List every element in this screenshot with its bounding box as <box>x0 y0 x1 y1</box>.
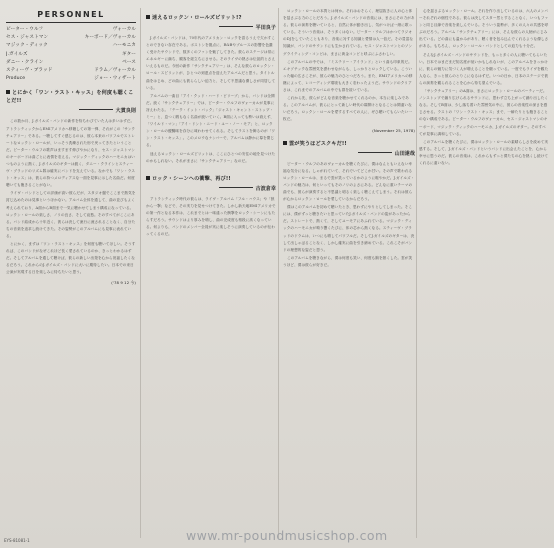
body-text: このアルバムを聴きながら、僕は何度も笑い、何度も胸を熱くした。雲が笑うほど、僕は彼らが好きだ。 <box>283 255 413 267</box>
article-byline: 古波倉幸 <box>146 185 276 193</box>
body-text: J.ガイルズ・バンドは、70年代のアメリカン・ロックを語るうえで欠かすことのできない存在である。ボストンを拠点に、R&Bやブルースの影響を色濃く受けたサウンドで、数多くのファンを魅了してきた。彼らのステージは常にエネルギーに満ち、観客を総立ちにさせる。そのライヴの熱さは伝説的とさえいえるものだ。今回の新作「サンクチュアリー」は、そんな彼らのロックン・ロール・スピリットが、ひとつの到達点を迎えたアルバムだと思う。タイトル曲をはじめ、どの曲にも彼ららしい迫力と、そして不思議な優しさが同居している。 <box>146 36 276 90</box>
article-title: ロック・シーンへの衝撃、再び!! <box>146 175 276 183</box>
column-2 <box>146 8 276 536</box>
article-byline: 平田良子 <box>146 24 276 32</box>
column-divider <box>278 8 279 538</box>
article-byline: 大貫良則 <box>6 107 136 115</box>
body-text: ピーター・ウルフのあのヴォーカルを聴くたびに、僕はなんともいえない幸福な気分になる。しゃがれていて、それでいてどこか甘い。その声で歌われるロックン・ロールは、まるで雲が笑っているかのように軽やかだ。J.ガイルズ・バンドの魅力は、何といってもそのノリのよさにある。どんなに重いテーマの曲でも、彼らが演奏すると不思議と明るく楽しく聴こえてしまう。それは彼らが心からロックン・ロールを愛しているからだろう。 <box>283 161 415 202</box>
body-text: このアルバムを聴くたびに、僕はロックン・ロールの素晴らしさを改めて実感する。そして、J.ガイルズ・バンドというバンドに出会えたことを、心から幸せに思うのだ。彼らの音楽は、これからもずっと僕たちの心を熱くし続けてくれるに違いない。 <box>419 139 549 165</box>
article-byline: 山田達哉 <box>283 150 415 158</box>
article-date: (November 25, 1978) <box>372 127 415 133</box>
article-date: ('78 9 12 今) <box>111 280 136 286</box>
column-3 <box>283 8 415 536</box>
personnel-row: マジック・ディック ハーモニカ <box>6 43 136 49</box>
personnel-row: J.ガイルズ ギター <box>6 51 136 57</box>
personnel-row: スティーヴ・ブラッド ドラム／ヴォーカル <box>6 68 136 74</box>
body-text: 僕はこのアルバムを初めて聴いたとき、思わずにやりとしてしまった。そこには、僕がずっと聴きたいと思っていたJ.ガイルズ・バンドの姿があったからだ。ストレートで、熱くて、そしてユーモアにあふれている。マジック・ディックのハーモニカが鳴り響くたびに、体の芯から熱くなる。スティーヴ・ブラッドのドラムは、いつにも増してパワフルだ。そしてJ.ガイルズのギターは、決して出しゃばることなく、しかし確実に曲を引き締めている。これこそがバンドの理想的な姿だと思う。 <box>283 205 415 252</box>
personnel-row: ピーター・ウルフ ヴォーカル <box>6 27 136 32</box>
personnel-title: PERSONNEL <box>6 8 136 23</box>
square-bullet-icon <box>146 15 150 19</box>
body-text: このアルバムの中では、「ミステリー・アイランド」という曲も印象的だ。エキゾチックな雰囲気を漂わせながらも、しっかりとロックしている。こういった幅の広さこそが、彼らの魅力のひとつだろう。また、EMIアメリカへの移籍によって、レコーディング環境も大きく変わったようだ。サウンドのクリアさは、これまでのアルバムの中でも群を抜いている。 <box>283 59 413 93</box>
square-bullet-icon <box>283 141 287 145</box>
body-text: 「サンクチュアリー」のA面は、まさにロックン・ロールのパーティーだ。ノンストップで繰り広げられるサウンドに、思わず立ち上がって踊り出したくなる。そしてB面は、少し落ち着いた雰囲気の中に、彼らの音楽性の深さを感じさせる。ラストの「ワン・ラスト・キッス」まで、一瞬たりとも飽きることのない構成である。ピーター・ウルフのヴォーカル、セス・ジャストマンのキーボード、マジック・ディックのハーモニカ、J.ガイルズのギター。そのすべてが見事に調和している。 <box>419 89 549 136</box>
square-bullet-icon <box>6 90 10 94</box>
personnel-row: ダニー・クライン ベース <box>6 59 136 65</box>
body-text: 心を揺さぶるロックン・ロール。それを作り出しているのは、六人のメンバーそれぞれの個性である。彼らは決してスター然とすることなく、いつもファンと同じ目線で音楽を楽しんでいる。そういう姿勢が、多くの人々の共感を呼ぶのだろう。アルバム「サンクチュアリー」には、そんな彼らの人柄がにじみ出ている。どの曲にも温かみがあり、聴く者を包み込んでくれるような優しさがある。もちろん、ロックン・ロール・バンドとしての迫力も十分だ。 <box>419 9 549 49</box>
body-text: この数か月、J.ガイルズ・バンドの新作を待ちわびていた人は多いはずだ。アトランティックからEMIアメリカへ移籍しての第一弾、それがこの「サンクチュアリー」である。一聴してすぐ感じるのは、彼ら本来のパワフルでストレートなロックン・ロールが、いっそう洗練された形で戻ってきたということだ。ピーター・ウルフの歌声はますます伸びやかになり、セス・ジャストマンのキーボードは曲ごとに表情を変える。マジック・ディックのハーモニカはいつものように熱く、J.ガイルズのギターは鋭く、ダニー・クラインとスティーヴ・ブラッドのリズム隊は確実にバンドを支えている。なかでも「ワン・ラスト・キッス」は、彼らの持つメロディアスな一面を見事に示した名曲だ。何度聴いても飽きることがない。 <box>6 119 136 188</box>
column-1 <box>6 8 136 536</box>
body-text: ロックン・ロールの本質とは何か。それはおそらく、理屈抜きに人の心と体を揺さぶる力のことだろう。J.ガイルズ・バンドの音楽には、まさにその力がある。彼らの演奏を聴いていると、自然に体が動き出し、気がつけば一緒に歌っている。そういう音楽は、そう多くはない。ピーター・ウルフはかつてラジオのDJをしていたこともあり、音楽に対する知識と愛情は人一倍だ。その豊富な知識が、バンドのサウンドにも生かされている。セス・ジャストマンとのソングライティング・コンビは、まさに黄金コンビと呼ぶにふさわしい。 <box>283 9 415 56</box>
watermark: www.mr-poundmusicshop.com <box>186 528 388 543</box>
body-text: アトランティック時代の彼らは、ライヴ・アルバム「フル・ハウス」や「狼から一撃」などで、その実力を見せつけてきた。しかし新天地EMIアメリカでの第一作となる本作は、これまでとは一味違った衝撃をロック・シーンにもたらすだろう。サウンドはより厚みを増し、曲の完成度も格段に高くなっている。何よりも、バンドのメンバー全員が実に楽しそうに演奏しているのが伝わってくるのだ。 <box>146 196 276 237</box>
body-text: ライヴ・バンドとしての評価が高い彼らだが、スタジオ盤でここまで熱気を封じ込めたのは見事というほかない。アルバム全体を通して、曲の並びもよく考えられており、A面からB面まで一気に聴かせてしまう構成になっている。ロックン・ロールの楽しさ、ノリの良さ、そして哀愁。そのすべてがここにある。バンド結成から十年近く、彼らは決して流行に流されることなく、自分たちの音楽を追求し続けてきた。その姿勢がこのアルバムにも見事に表れている。 <box>6 191 136 238</box>
personnel-list <box>6 26 136 83</box>
catalog-number: EYS-81081-1 <box>4 538 30 543</box>
article-title: 迷えるロックン・ロールズピリット!? <box>146 14 276 22</box>
body-text: これから先、彼らがどんな音楽を聴かせてくれるのか、本当に楽しみである。このアルバムが、彼らにとって新しい時代の幕開けとなることは間違いないだろう。ロックン・ロールを愛するすべての人に、ぜひ聴いてもらいたい一枚だ。 <box>283 96 413 122</box>
body-text: アルバムの一曲目「アイ・クッド・ハード・ビリーブ」から、バンドは全開だ。続く「サンクチュアリー」では、ピーター・ウルフのヴォーカルが見事に冴えわたる。「テーク・イット・バック」「ジャスト・キャント・ストップ・ミー」と、息つく暇もなく名曲が続いていく。B面に入っても勢いは衰えず、「ワイルド・マン」「アイ・ドント・ニード・ユー・ノー・モア」と、ロックン・ロールの醍醐味を存分に味わわせてくれる。そしてラストを飾るのが「ワン・ラスト・キッス」。このメロウなナンバーで、アルバムは静かに幕を閉じる。 <box>146 93 276 148</box>
column-divider <box>140 8 141 538</box>
square-bullet-icon <box>146 176 150 180</box>
body-text: 迷えるロックン・ロールズピリットは、ここにひとつの安住の地を見つけたのかもしれない。それがまさに「サンクチュアリー」なのだ。 <box>146 151 276 163</box>
column-4 <box>419 8 549 536</box>
column-divider <box>416 8 417 538</box>
article-title: とにかく「ワン・ラスト・キッス」を何度も聴くことだ!! <box>6 90 134 105</box>
body-text: とにかく、まずは「ワン・ラスト・キッス」を何度も聴いてほしい。そうすれば、このバンドがなぜこれほど長く愛されているのか、きっとわかるはずだ。そしてアルバムを通して聴けば、彼らの新しい出発を心から祝福したくなるだろう。これからのJ.ガイルズ・バンドに大いに期待したい。日本での来日公演が実現する日を楽しみに待ちたいと思う。 <box>6 242 136 275</box>
personnel-row: Produce ジョー・ウィザート <box>6 76 136 82</box>
article-title: 雲が笑うほどスクキだ!! <box>283 140 415 148</box>
personnel-row: セス・ジャストマン キーボード／ヴォーカル <box>6 35 136 41</box>
body-text: そんなJ.ガイルズ・バンドのサウンドを、もっと多くの人に聴いてもらいたい。日本ではまだまだ知名度が低いかもしれないが、このアルバムをきっかけに、彼らの魅力に気づく人が増えることを願っている。一度でもライヴを観た人なら、きっと彼らのとりこになるはずだ。いつの日か、日本のステージで彼らの演奏を観られることを心から待ち望んでいる。 <box>419 52 549 85</box>
